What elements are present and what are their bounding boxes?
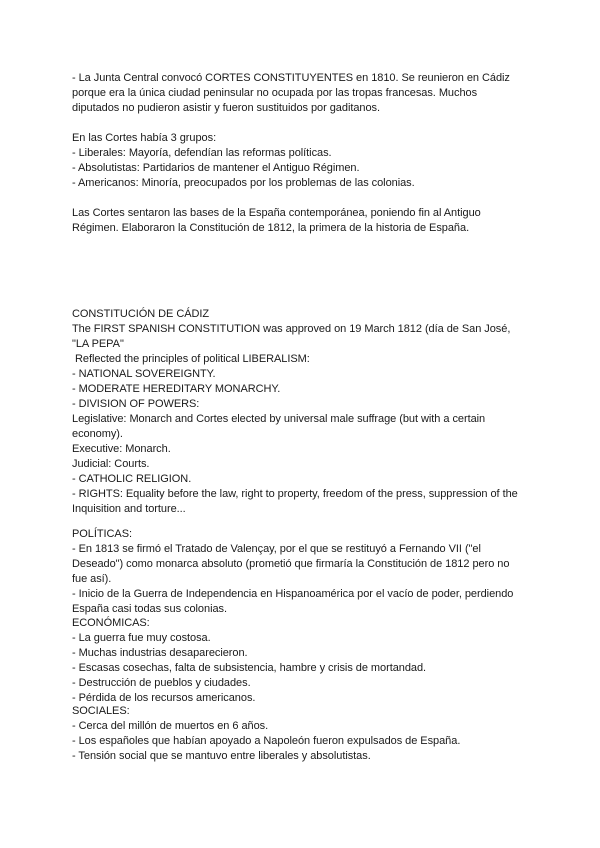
- constitution-line: - DIVISION OF POWERS:: [72, 398, 200, 410]
- section-title-politicas: POLÍTICAS:: [72, 528, 133, 540]
- intro-para1-line: diputados no pudieron asistir y fueron sustituidos por gaditanos.: [72, 102, 381, 114]
- politicas-line: - En 1813 se firmó el Tratado de Valençay, por el que se restituyó a Fernando VII ("el: [72, 543, 481, 555]
- politicas-line: España casi todas sus colonias.: [72, 603, 227, 615]
- groups-heading: En las Cortes había 3 grupos:: [72, 132, 217, 144]
- group-item: - Liberales: Mayoría, defendían las reformas políticas.: [72, 147, 332, 159]
- politicas-line: fue así).: [72, 573, 112, 585]
- constitution-line: - NATIONAL SOVEREIGNTY.: [72, 368, 216, 380]
- economicas-line: - Pérdida de los recursos americanos.: [72, 692, 256, 704]
- constitution-line: The FIRST SPANISH CONSTITUTION was approved on 19 March 1812 (día de San José,: [72, 323, 511, 335]
- politicas-line: Deseado") como monarca absoluto (prometió que firmaría la Constitución de 1812 pero no: [72, 558, 510, 570]
- constitution-line: - MODERATE HEREDITARY MONARCHY.: [72, 383, 281, 395]
- constitution-line: - RIGHTS: Equality before the law, right to property, freedom of the press, suppression of the: [72, 488, 518, 500]
- constitution-line: Reflected the principles of political LIBERALISM:: [72, 353, 310, 365]
- constitution-line: Legislative: Monarch and Cortes elected by universal male suffrage (but with a certain: [72, 413, 486, 425]
- constitution-line: "LA PEPA": [72, 338, 124, 350]
- intro-para1-line: porque era la única ciudad peninsular no ocupada por las tropas francesas. Muchos: [72, 87, 478, 99]
- constitution-line: - CATHOLIC RELIGION.: [72, 473, 192, 485]
- intro-para2-line: Las Cortes sentaron las bases de la España contemporánea, poniendo fin al Antiguo: [72, 207, 481, 219]
- intro-para1-line: - La Junta Central convocó CORTES CONSTITUYENTES en 1810. Se reunieron en Cádiz: [72, 72, 510, 84]
- intro-para2-line: Régimen. Elaboraron la Constitución de 1812, la primera de la historia de España.: [72, 222, 470, 234]
- economicas-line: - La guerra fue muy costosa.: [72, 632, 211, 644]
- economicas-line: - Escasas cosechas, falta de subsistencia, hambre y crisis de mortandad.: [72, 662, 427, 674]
- section-title-constitucion: CONSTITUCIÓN DE CÁDIZ: [72, 308, 210, 320]
- politicas-line: - Inicio de la Guerra de Independencia en Hispanoamérica por el vacío de poder, perdiendo: [72, 588, 514, 600]
- group-item: - Americanos: Minoría, preocupados por los problemas de las colonias.: [72, 177, 415, 189]
- economicas-line: - Muchas industrias desaparecieron.: [72, 647, 248, 659]
- constitution-line: Executive: Monarch.: [72, 443, 171, 455]
- constitution-line: Inquisition and torture...: [72, 503, 186, 515]
- section-title-sociales: SOCIALES:: [72, 705, 130, 717]
- sociales-line: - Cerca del millón de muertos en 6 años.: [72, 720, 269, 732]
- economicas-line: - Destrucción de pueblos y ciudades.: [72, 677, 251, 689]
- section-title-economicas: ECONÓMICAS:: [72, 617, 150, 629]
- group-item: - Absolutistas: Partidarios de mantener el Antiguo Régimen.: [72, 162, 360, 174]
- sociales-line: - Los españoles que habían apoyado a Napoleón fueron expulsados de España.: [72, 735, 461, 747]
- constitution-line: economy).: [72, 428, 123, 440]
- sociales-line: - Tensión social que se mantuvo entre liberales y absolutistas.: [72, 750, 371, 762]
- constitution-line: Judicial: Courts.: [72, 458, 150, 470]
